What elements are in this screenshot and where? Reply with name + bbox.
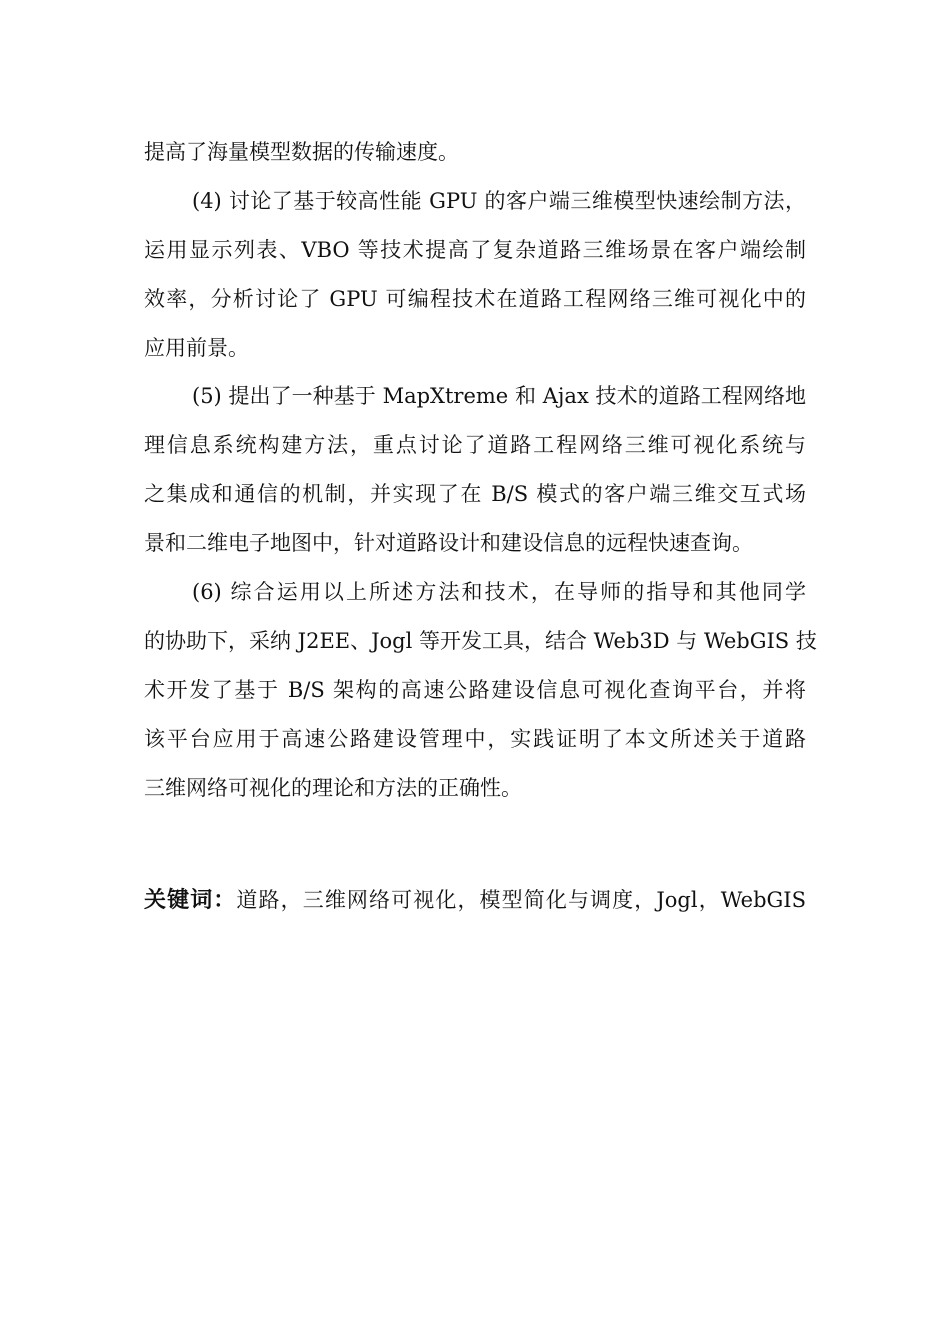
text-line: 效率，分析讨论了 GPU 可编程技术在道路工程网络三维可视化中的 [144,286,806,311]
keywords-label: 关键词： [144,888,237,913]
text-line: 理信息系统构建方法，重点讨论了道路工程网络三维可视化系统与 [144,433,806,458]
body-text [144,128,817,812]
text-line: 景和二维电子地图中，针对道路设计和建设信息的远程快速查询。 [144,531,753,556]
keywords-text: 道路，三维网络可视化，模型简化与调度，Jogl，WebGIS [236,888,806,912]
text-line: (4) 讨论了基于较高性能 GPU 的客户端三维模型快速绘制方法， [192,188,806,213]
text-line: 提高了海量模型数据的传输速度。 [144,140,459,164]
text-line: 三维网络可视化的理论和方法的正确性。 [144,775,522,800]
text-line: 术开发了基于 B/S 架构的高速公路建设信息可视化查询平台，并将 [144,677,806,702]
text-line: (6) 综合运用以上所述方法和技术，在导师的指导和其他同学 [192,580,806,605]
text-line: (5) 提出了一种基于 MapXtreme 和 Ajax 技术的道路工程网络地 [192,384,806,409]
keywords [144,876,806,924]
text-line: 之集成和通信的机制，并实现了在 B/S 模式的客户端三维交互式场 [144,482,806,507]
text-line: 该平台应用于高速公路建设管理中，实践证明了本文所述关于道路 [144,726,806,751]
text-line: 的协助下，采纳 J2EE、Jogl 等开发工具，结合 Web3D 与 WebGIS 技 [144,628,817,653]
text-line: 应用前景。 [144,335,249,360]
text-line: 运用显示列表、VBO 等技术提高了复杂道路三维场景在客户端绘制 [144,237,806,262]
